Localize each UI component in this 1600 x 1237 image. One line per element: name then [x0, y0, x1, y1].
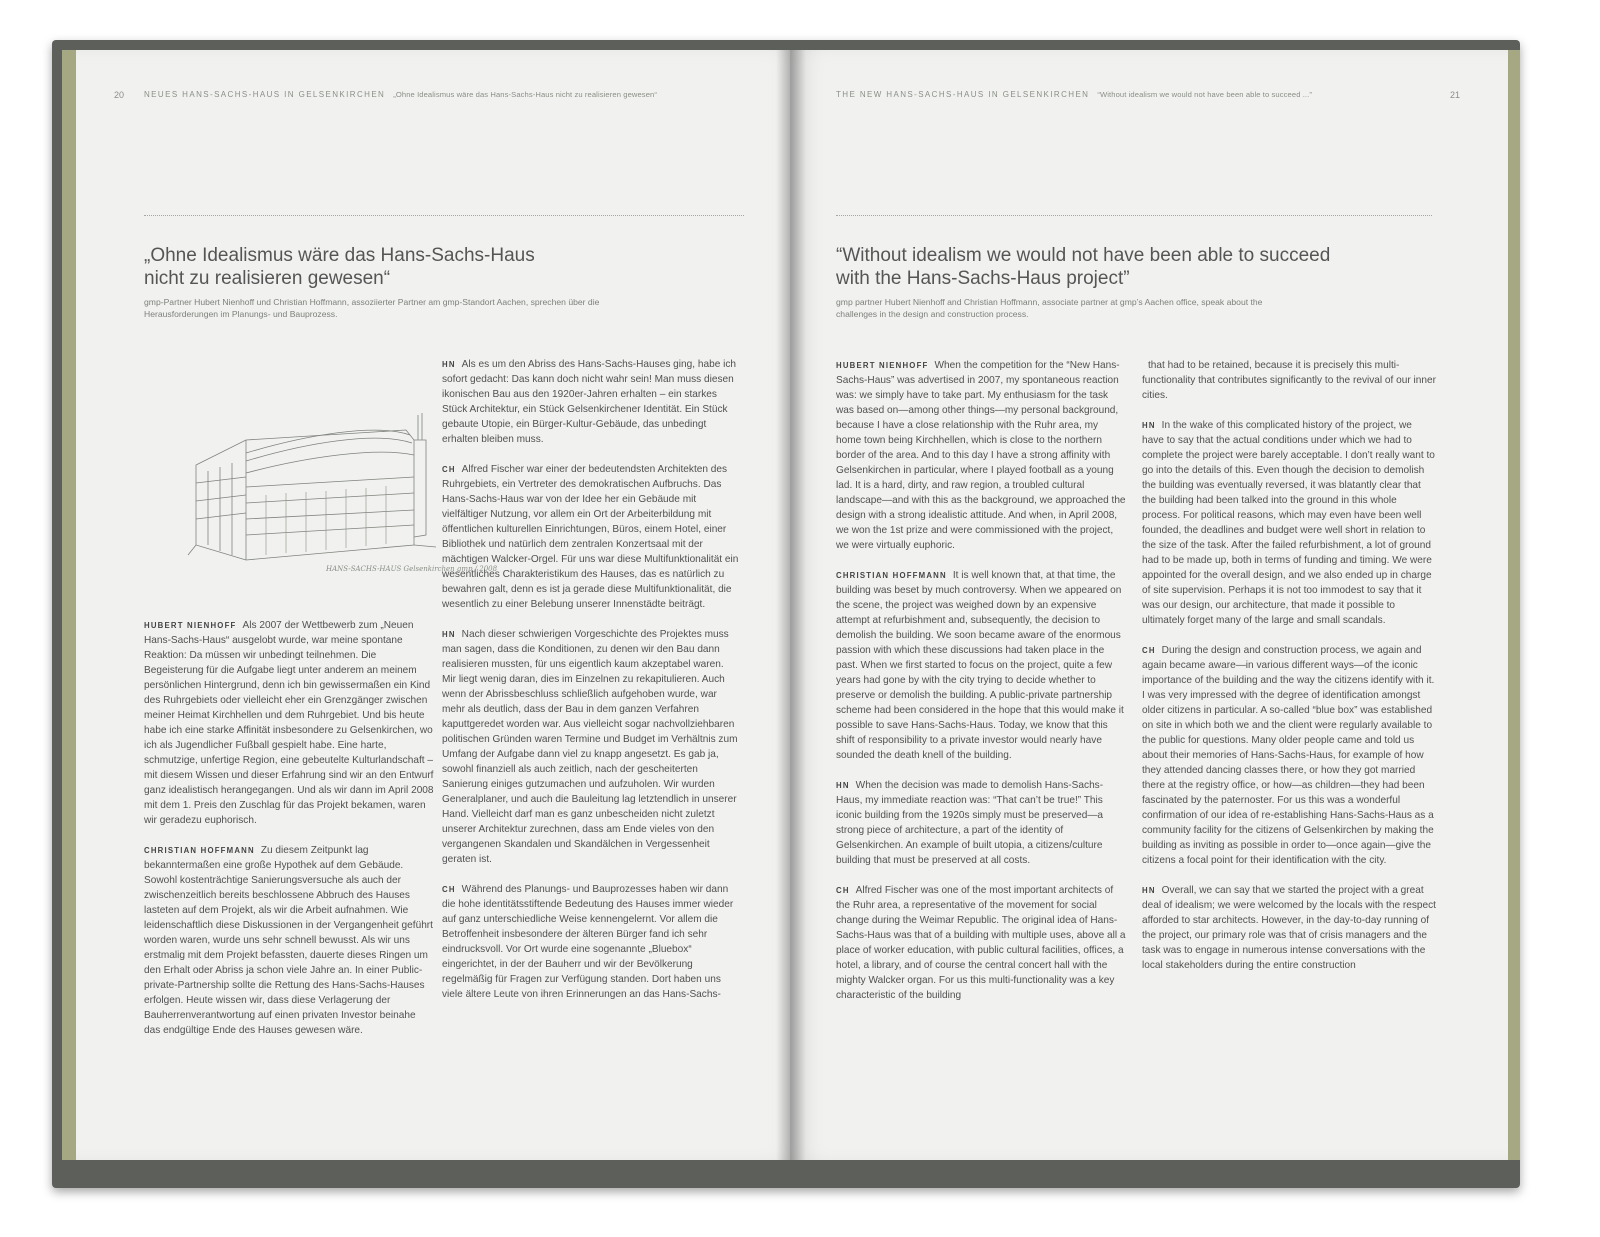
running-head — [144, 90, 657, 99]
paragraph-text: Alfred Fischer war einer der bedeutendsten Architekten des Ruhrgebiets, ein Vertreter des demokratischen Aufbruchs. Das Hans-Sachs-Haus war von der Idee her ein Gebäude mit vielfältiger Nutzung, vor allem ein Ort der Arbeiterbildung mit öffentlichen kulturellen Einrichtungen, Büros, einem Hotel, einer Bibliothek und natürlich dem zentralen Konzertsaal mit der mächtigen Walcker-Orgel. Für uns war diese Multifunktionalität ein wesentliches Charakteristikum des Hauses, das es natürlich zu bewahren galt, denn es ist ja gerade diese Multifunktionalität, die wesentlich zu einer Belebung unserer Innenstädte beiträgt. — [442, 464, 739, 610]
paragraph — [1142, 358, 1436, 403]
paragraph-text: Während des Planungs- und Bauprozesses haben wir dann die hohe identitätsstiftende Bedeutung des Hauses immer wieder auf ganz unterschiedliche Weise kennengelernt. Vor allem die Betroffenheit insbesondere der älteren Bürger fand ich sehr eindrucksvoll. Vor Ort wurde eine sogenannte „Bluebox“ eingerichtet, in der der Bauherr und wir der Bevölkerung regelmäßig für Fragen zur Verfügung standen. Dort haben uns viele ältere Leute von ihren Erinnerungen an das Hans-Sachs- — [442, 884, 734, 1000]
sketch-caption: HANS-SACHS-HAUS Gelsenkirchen gmp / 2008 — [326, 565, 498, 573]
dotted-rule — [836, 215, 1432, 216]
paragraph-text: Alfred Fischer was one of the most important architects of the Ruhr area, a representative of the movement for social change during the Weimar Republic. The original idea of Hans-Sachs-Haus was that of a building with multiple uses, above all a place of worker education, with public cultural facilities, offices, a hotel, a library, and of course the central concert hall with the mighty Walcker organ. For us this multi-functionality was a key characteristic of the building — [836, 885, 1126, 1001]
paragraph-text: Overall, we can say that we started the project with a great deal of idealism; we were welcomed by the locals with the respect afforded to star architects. However, in the day-to-day running of the project, our primary role was that of crisis managers and the task was to engage in numerous intense conversations with the local stakeholders during the entire construction — [1142, 885, 1436, 971]
running-head-quote: “Without idealism we would not have been able to succeed ...” — [1097, 90, 1312, 99]
speaker-label: HN — [442, 630, 456, 639]
paragraph-text: When the decision was made to demolish Hans-Sachs-Haus, my immediate reaction was: “That can’t be true!” This iconic building from the 1920s simply must be preserved—a strong piece of architecture, a part of the identity of Gelsenkirchen. An example of built utopia, a citizens/culture building that must be preserved at all costs. — [836, 780, 1104, 866]
speaker-label: CHRISTIAN HOFFMANN — [144, 846, 255, 855]
article-title: „Ohne Idealismus wäre das Hans-Sachs-Haus nicht zu realisieren gewesen“ — [144, 245, 535, 289]
text-column-2 — [1142, 358, 1436, 988]
speaker-label: CH — [442, 885, 456, 894]
paragraph-text: Nach dieser schwierigen Vorgeschichte des Projektes muss man sagen, dass die Konditionen, zu denen wir den Bau dann realisieren mussten, für uns eigentlich kaum akzeptabel waren. Mir liegt wenig daran, dies im Einzelnen zu rekapitulieren. Auch wenn der Abrissbeschluss schließlich aufgehoben wurde, war mehr als deutlich, dass der Bau in dem ganzen Verfahren kaputtgeredet worden war. Aus vielleicht sogar nachvollziehbaren politischen Gründen waren Termine und Budget im Verhältnis zum Umfang der Aufgabe dann viel zu knapp angesetzt. Es gab ja, sowohl finanziell als auch zeitlich, nach der gescheiterten Sanierung einiges gutzumachen und aufzuholen. Wir wurden Generalplaner, und auch die Bauleitung lag letztendlich in unserer Hand. Vielleicht darf man es ganz unbescheiden nicht zuletzt unserer Architektur zurechnen, dass am Ende vieles von den vergangenen Skandalen und Skandälchen in Vergessenheit geraten ist. — [442, 629, 738, 865]
dotted-rule — [144, 215, 744, 216]
speaker-label: CH — [442, 465, 456, 474]
running-head-title: THE NEW HANS-SACHS-HAUS IN GELSENKIRCHEN — [836, 90, 1090, 99]
paragraph — [442, 627, 740, 867]
paragraph-text: When the competition for the “New Hans-Sachs-Haus” was advertised in 2007, my spontaneous reaction was: we simply have to take part. My enthusiasm for the task was based on—among other things—my personal background, because I have a close relationship with the Ruhr area, my home town being Kirchhellen, which is close to the northern border of the area. And to this day I have a strong affinity with Gelsenkirchen in particular, where I played football as a young lad. It is a hard, dirty, and raw region, a troubled cultural landscape—and with this as the background, we approached the design with a strong idealistic attitude. And when, in April 2008, we won the 1st prize and were commissioned with the project, we were virtually euphoric. — [836, 360, 1126, 551]
speaker-label: HN — [836, 781, 850, 790]
paragraph — [1142, 418, 1436, 628]
paragraph-text: Zu diesem Zeitpunkt lag bekanntermaßen eine große Hypothek auf dem Gebäude. Sowohl kostenträchtige Sanierungsversuche als auch der zwischenzeitlich bereits beschlossene Abbruch des Hauses lasteten auf dem Projekt, als wir die Arbeit aufnahmen. Wie leidenschaftlich diese Diskussionen in der Vergangenheit geführt worden waren, wurde uns sehr schnell bewusst. Als wir uns erstmalig mit dem Projekt befassten, dauerte dieses Ringen um den Erhalt oder Abriss ja schon viele Jahre an. In einer Public-private-Partnership sollte die Rettung des Hans-Sachs-Hauses erfolgen. Heute wissen wir, dass diese Verlagerung der Bauherrenverantwortung auf einen privaten Investor beinahe das endgültige Ende des Hauses gewesen wäre. — [144, 845, 433, 1036]
paragraph-text: It is well known that, at that time, the building was beset by much controversy. When we appeared on the scene, the project was weighed down by an expensive attempt at refurbishment and, subsequently, the decision to demolish the building. We soon became aware of the enormous passion with which these discussions had taken place in the past. When we first started to focus on the project, quite a few years had gone by with the city trying to decide whether to preserve or demolish the building. A public-private partnership scheme had been considered in the hope that this would make it possible to save Hans-Sachs-Haus. Today, we know that this shift of responsibility to a private investor would nearly have sounded the death knell of the building. — [836, 570, 1124, 761]
paragraph — [144, 843, 434, 1038]
paragraph — [836, 883, 1126, 1003]
speaker-label: HUBERT NIENHOFF — [836, 361, 929, 370]
running-head-title: NEUES HANS-SACHS-HAUS IN GELSENKIRCHEN — [144, 90, 386, 99]
paragraph — [1142, 883, 1436, 973]
paragraph — [442, 462, 740, 612]
page-number: 20 — [114, 90, 125, 100]
book-spine — [776, 50, 806, 1160]
paragraph — [836, 358, 1126, 553]
paragraph — [442, 882, 740, 1002]
speaker-label: HN — [1142, 886, 1156, 895]
paragraph — [442, 357, 740, 447]
running-head — [836, 90, 1312, 99]
running-head-quote: „Ohne Idealismus wäre das Hans-Sachs-Haus nicht zu realisieren gewesen“ — [393, 90, 657, 99]
paragraph-text: During the design and construction process, we again and again became aware—in various different ways—of the iconic importance of the building and the way the citizens identify with it. I was very impressed with the degree of identification amongst older citizens in particular. A so-called “blue box” was established on site in which both we and the client were regularly available to the public for questions. Many older people came and told us about their memories of Hans-Sachs-Haus, for example of how they attended dancing classes there, or how they got married there at the registry office, or how—as children—they had been fascinated by the paternoster. For us this was a wonderful confirmation of our idea of re-establishing Hans-Sachs-Haus as a community facility for the citizens of Gelsenkirchen by making the building as inviting as possible in order to—once again—give the citizens a focal point for their identification with the city. — [1142, 645, 1435, 866]
paragraph-text: that had to be retained, because it is precisely this multi-functionality that contributes significantly to the revival of our inner cities. — [1142, 360, 1436, 401]
paragraph-text: In the wake of this complicated history of the project, we have to say that the actual conditions under which we had to complete the project were barely acceptable. I don’t really want to go into the details of this. Even though the decision to demolish the building was eventually reversed, it was blatantly clear that the building had been talked into the ground in this whole process. For political reasons, which may even have been well founded, the deadlines and budget were well short in relation to the size of the task. After the failed refurbishment, a lot of ground had to be made up, both in terms of funding and timing. We were appointed for the overall design, and we also ended up in charge of site supervision. Perhaps it is not too immodest to say that it was our design, our architecture, that made it possible to ultimately forget many of the large and small scandals. — [1142, 420, 1435, 626]
speaker-label: HUBERT NIENHOFF — [144, 621, 237, 630]
paragraph — [1142, 643, 1436, 868]
speaker-label: CHRISTIAN HOFFMANN — [836, 571, 947, 580]
speaker-label: HN — [1142, 421, 1156, 430]
paragraph-text: Als es um den Abriss des Hans-Sachs-Hauses ging, habe ich sofort gedacht: Das kann doch nicht wahr sein! Man muss diesen ikonischen Bau aus den 1920er-Jahren erhalten – ein starkes Stück Architektur, ein Stück Gelsenkirchener Identität. Ein Stück gebaute Utopie, ein Bürger-Kultur-Gebäude, das unbedingt erhalten bleiben muss. — [442, 359, 737, 445]
building-sketch-image — [186, 395, 498, 585]
right-page — [790, 50, 1520, 1160]
paragraph — [836, 778, 1126, 868]
article-subtitle: gmp-Partner Hubert Nienhoff und Christian Hoffmann, assoziierter Partner am gmp-Standort Aachen, sprechen über die Herausforderungen im Planungs- und Bauprozess. — [144, 297, 600, 319]
paragraph-text: Als 2007 der Wettbewerb zum „Neuen Hans-Sachs-Haus“ ausgelobt wurde, war meine spontane Reaktion: Da müssen wir unbedingt teilnehmen. Die Begeisterung für die Aufgabe liegt unter anderem an meinem persönlichen Hintergrund, denn ich bin gewissermaßen ein Kind des Ruhrgebiets oder vielleicht eher ein Grenzgänger zwischen meiner Heimat Kirchhellen und dem Ruhrgebiet. Und bis heute habe ich eine starke Affinität insbesondere zu Gelsenkirchen, wo ich als Jugendlicher Fußball gespielt habe. Eine harte, schmutzige, unfertige Region, eine gebeutelte Kulturlandschaft – mit diesem Wissen und dieser Erfahrung sind wir an den Entwurf ganz idealistisch herangegangen. Und als wir dann im April 2008 mit dem 1. Preis den Zuschlag für das Projekt bekamen, waren wir geradezu euphorisch. — [144, 620, 434, 826]
text-column-1 — [144, 618, 434, 1053]
speaker-label: CH — [1142, 646, 1156, 655]
article-subtitle: gmp partner Hubert Nienhoff and Christian Hoffmann, associate partner at gmp’s Aachen office, speak about the challenges in the design and construction process. — [836, 297, 1263, 319]
text-column-2 — [442, 357, 740, 1017]
page-number: 21 — [1450, 90, 1461, 100]
paragraph — [144, 618, 434, 828]
paragraph — [836, 568, 1126, 763]
text-column-1 — [836, 358, 1126, 1018]
article-title: “Without idealism we would not have been able to succeed with the Hans-Sachs-Haus project” — [836, 245, 1331, 289]
left-page — [62, 50, 804, 1160]
speaker-label: HN — [442, 360, 456, 369]
speaker-label: CH — [836, 886, 850, 895]
